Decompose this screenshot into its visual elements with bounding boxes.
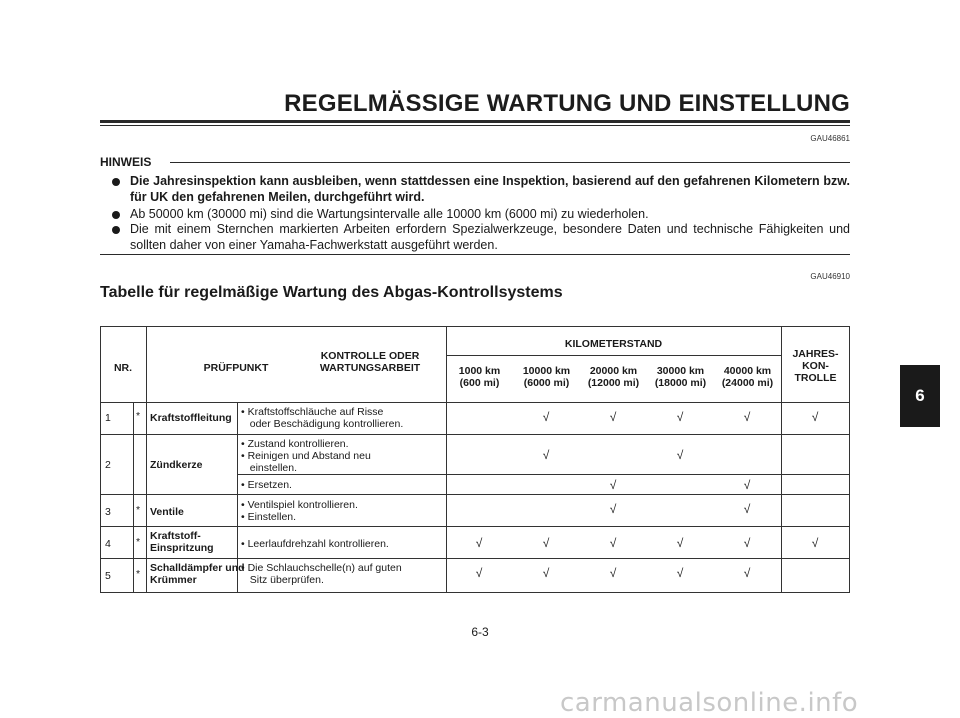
bullet-icon xyxy=(112,211,120,219)
row-nr: 4 xyxy=(105,538,111,550)
maintenance-table xyxy=(100,326,850,593)
note-item xyxy=(112,173,850,205)
row-nr: 1 xyxy=(105,412,111,424)
header-nr: NR. xyxy=(113,362,133,374)
header-km-10000: 10000 km (6000 mi) xyxy=(522,365,571,389)
check-icon: √ xyxy=(609,410,617,424)
row-star: * xyxy=(136,536,141,548)
hinweis-end-rule xyxy=(100,254,850,255)
check-icon: √ xyxy=(743,566,751,580)
check-icon: √ xyxy=(676,566,684,580)
check-icon: √ xyxy=(475,536,483,550)
bullet-icon xyxy=(112,226,120,234)
watermark: carmanualsonline.info xyxy=(560,688,859,718)
header-jahreskontrolle: JAHRES- KON- TROLLE xyxy=(792,348,839,384)
check-icon: √ xyxy=(609,502,617,516)
chapter-tab: 6 xyxy=(900,365,940,427)
check-icon: √ xyxy=(743,410,751,424)
check-icon: √ xyxy=(542,448,550,462)
header-kontrolle: KONTROLLE ODER WARTUNGSARBEIT xyxy=(319,350,421,374)
row-action: • Die Schlauchschelle(n) auf guten Sitz überprüfen. xyxy=(241,562,402,586)
row-action: • Ventilspiel kontrollieren. • Einstellen. xyxy=(241,499,358,523)
row-item: Schalldämpfer und Krümmer xyxy=(150,562,245,586)
check-icon: √ xyxy=(542,536,550,550)
check-icon: √ xyxy=(676,536,684,550)
check-icon: √ xyxy=(542,410,550,424)
note-text: Die mit einem Sternchen markierten Arbeiten erfordern Spezialwerkzeuge, besondere Daten und technische Fähigkeiten und sollten daher von einer Yamaha-Fachwerkstatt ausgeführt werden. xyxy=(130,222,850,252)
check-icon: √ xyxy=(676,448,684,462)
row-nr: 5 xyxy=(105,570,111,582)
note-text: Die Jahresinspektion kann ausbleiben, wenn stattdessen eine Inspektion, basierend auf den gefahrenen Kilometern bzw. für UK den gefahrenen Meilen, durchgeführt wird. xyxy=(130,174,850,204)
check-icon: √ xyxy=(743,502,751,516)
check-icon: √ xyxy=(609,478,617,492)
bullet-icon xyxy=(112,178,120,186)
header-km-1000: 1000 km (600 mi) xyxy=(458,365,501,389)
reference-code: GAU46861 xyxy=(810,134,850,143)
check-icon: √ xyxy=(609,536,617,550)
header-km-30000: 30000 km (18000 mi) xyxy=(654,365,707,389)
note-item xyxy=(112,221,850,253)
check-icon: √ xyxy=(475,566,483,580)
check-icon: √ xyxy=(676,410,684,424)
row-nr: 3 xyxy=(105,506,111,518)
row-item: Zündkerze xyxy=(150,459,203,471)
page-title: REGELMÄSSIGE WARTUNG UND EINSTELLUNG xyxy=(284,90,850,117)
row-star: * xyxy=(136,504,141,516)
row-action: • Ersetzen. xyxy=(241,479,292,491)
header-km-40000: 40000 km (24000 mi) xyxy=(721,365,774,389)
title-rule xyxy=(100,120,850,123)
row-item: Kraftstoffleitung xyxy=(150,412,232,424)
note-text: Ab 50000 km (30000 mi) sind die Wartungsintervalle alle 10000 km (6000 mi) zu wiederholen. xyxy=(130,207,649,221)
check-icon: √ xyxy=(542,566,550,580)
row-action: • Leerlaufdrehzahl kontrollieren. xyxy=(241,538,389,550)
check-icon: √ xyxy=(609,566,617,580)
row-action: • Kraftstoffschläuche auf Risse oder Beschädigung kontrollieren. xyxy=(241,406,404,430)
row-star: * xyxy=(136,568,141,580)
page-number: 6-3 xyxy=(471,625,489,639)
row-item: Kraftstoff- Einspritzung xyxy=(150,530,214,554)
header-km-20000: 20000 km (12000 mi) xyxy=(587,365,640,389)
row-nr: 2 xyxy=(105,459,111,471)
section-title: Tabelle für regelmäßige Wartung des Abgas-Kontrollsystems xyxy=(100,284,563,301)
check-icon: √ xyxy=(811,410,819,424)
check-icon: √ xyxy=(743,536,751,550)
row-action: • Zustand kontrollieren. • Reinigen und Abstand neu einstellen. xyxy=(241,438,371,474)
hinweis-label: HINWEIS xyxy=(100,155,152,169)
note-item xyxy=(112,206,850,222)
header-pruefpunkt: PRÜFPUNKT xyxy=(203,362,269,374)
hinweis-rule xyxy=(170,162,850,163)
row-star: * xyxy=(136,410,141,422)
check-icon: √ xyxy=(811,536,819,550)
check-icon: √ xyxy=(743,478,751,492)
row-item: Ventile xyxy=(150,506,184,518)
header-kilometerstand: KILOMETERSTAND xyxy=(564,338,663,350)
title-rule-thin xyxy=(100,125,850,126)
reference-code: GAU46910 xyxy=(810,272,850,281)
